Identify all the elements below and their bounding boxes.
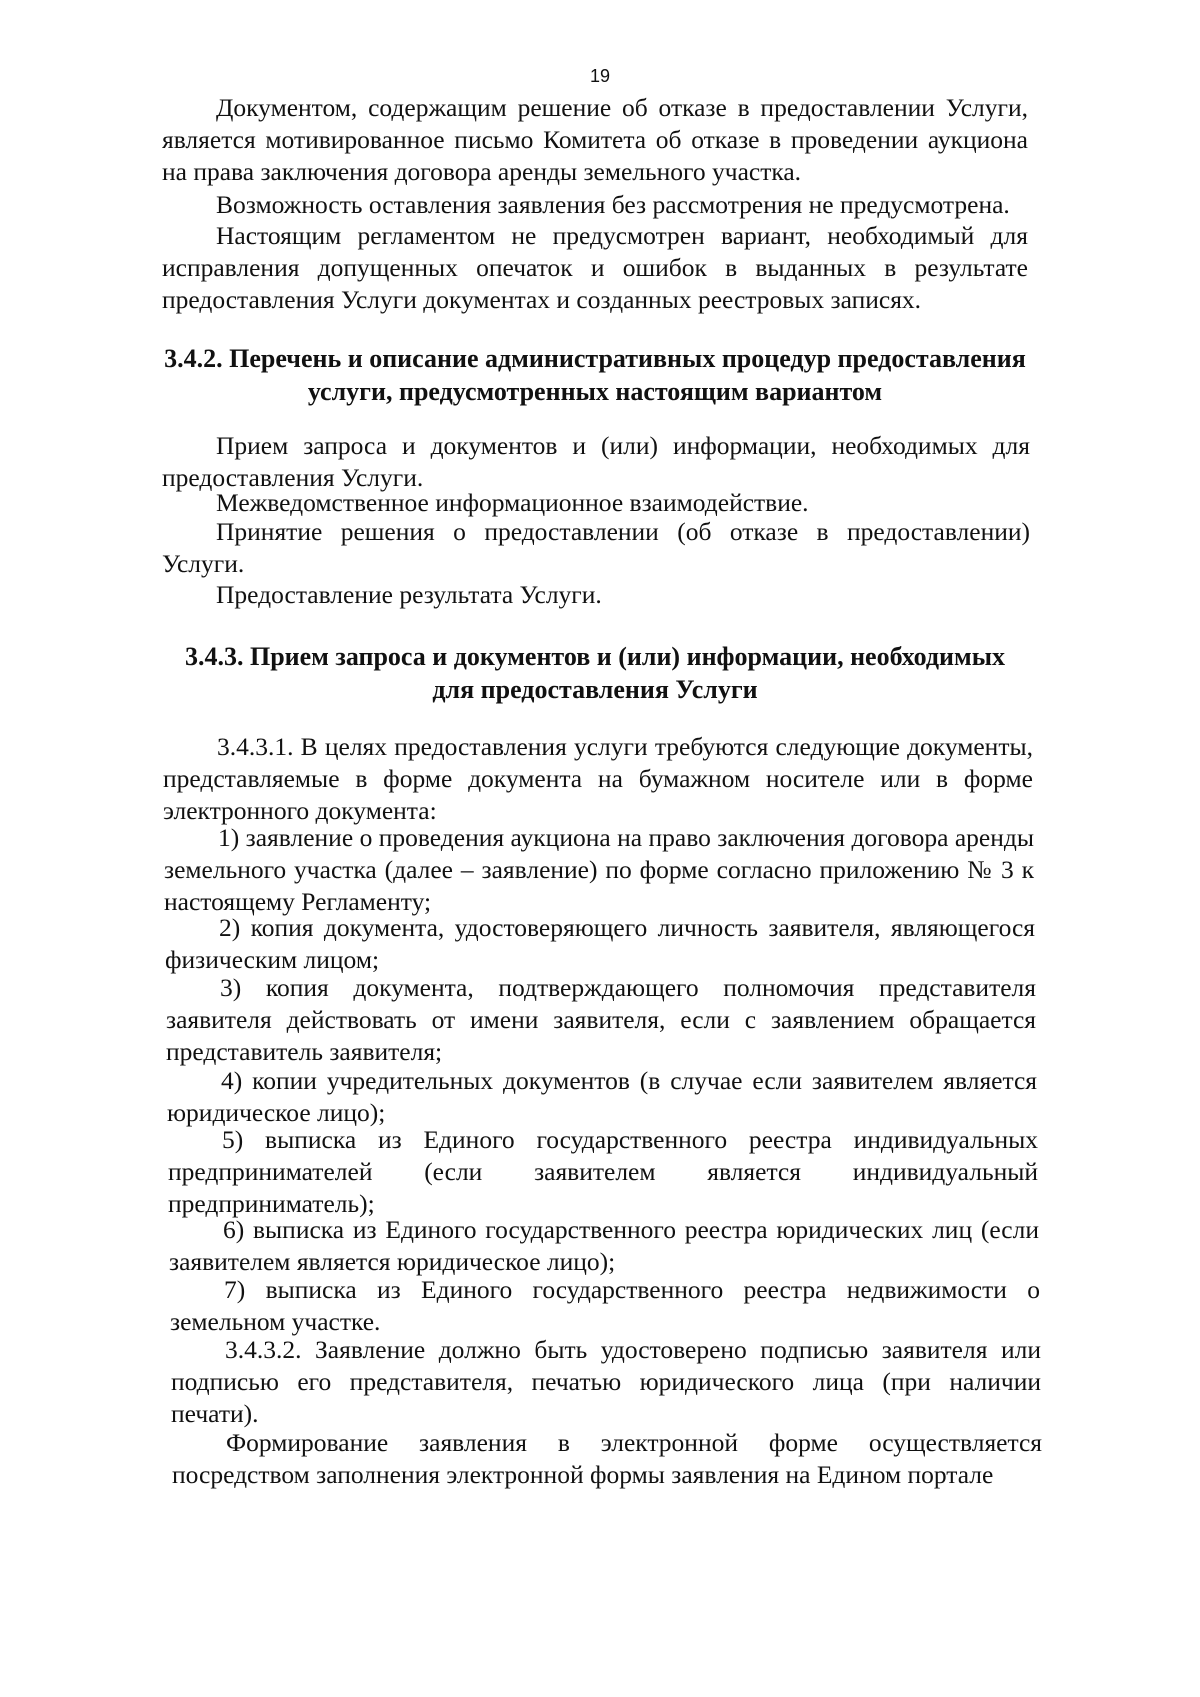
- heading-line: услуги, предусмотренных настоящим вариантом: [307, 377, 883, 406]
- section-heading-3-4-2: [160, 342, 1030, 408]
- page-number: 19: [589, 66, 611, 86]
- paragraph-3-4-3-2: 3.4.3.2. Заявление должно быть удостоверено подписью заявителя или подписью его представителя, печатью юридического лица (при наличии печати).: [171, 1335, 1041, 1428]
- paragraph-no-leave-without-review: Возможность оставления заявления без рассмотрения не предусмотрена.: [216, 190, 1010, 219]
- list-item-7: 7) выписка из Единого государственного реестра недвижимости о земельном участке.: [170, 1275, 1040, 1336]
- paragraph-no-correction-variant: Настоящим регламентом не предусмотрен вариант, необходимый для исправления допущенных опечаток и ошибок в выданных в результате предоставления Услуги документах и созданных реестровых записях.: [162, 221, 1028, 314]
- paragraph-procedure-result: Предоставление результата Услуги.: [216, 580, 602, 609]
- paragraph-electronic-form: Формирование заявления в электронной форме осуществляется посредством заполнения электронной формы заявления на Едином портале: [172, 1428, 1042, 1489]
- list-item-4: 4) копии учредительных документов (в случае если заявителем является юридическое лицо);: [167, 1066, 1037, 1127]
- paragraph-refusal-document: Документом, содержащим решение об отказе в предоставлении Услуги, является мотивированное письмо Комитета об отказе в проведении аукциона на права заключения договора аренды земельного участка.: [162, 93, 1028, 186]
- heading-line: 3.4.2. Перечень и описание административных процедур предоставления: [164, 344, 1026, 373]
- list-item-5: 5) выписка из Единого государственного реестра индивидуальных предпринимателей (если заявителем является индивидуальный предприниматель);: [168, 1125, 1038, 1218]
- heading-line: 3.4.3. Прием запроса и документов и (или) информации, необходимых: [184, 642, 1006, 671]
- list-item-1: 1) заявление о проведения аукциона на право заключения договора аренды земельного участка (далее – заявление) по форме согласно приложению № 3 к настоящему Регламенту;: [164, 823, 1034, 916]
- paragraph-procedure-intake: Прием запроса и документов и (или) информации, необходимых для предоставления Услуги.: [162, 431, 1030, 492]
- section-heading-3-4-3: [160, 640, 1030, 706]
- paragraph-procedure-interagency: Межведомственное информационное взаимодействие.: [216, 488, 809, 517]
- paragraph-3-4-3-1: 3.4.3.1. В целях предоставления услуги требуются следующие документы, представляемые в форме документа на бумажном носителе или в форме электронного документа:: [163, 732, 1033, 825]
- list-item-3: 3) копия документа, подтверждающего полномочия представителя заявителя действовать от имени заявителя, если с заявлением обращается представитель заявителя;: [166, 973, 1036, 1066]
- paragraph-procedure-decision: Принятие решения о предоставлении (об отказе в предоставлении) Услуги.: [162, 517, 1030, 578]
- list-item-6: 6) выписка из Единого государственного реестра юридических лиц (если заявителем является юридическое лицо);: [169, 1215, 1039, 1276]
- heading-line: для предоставления Услуги: [432, 675, 758, 704]
- list-item-2: 2) копия документа, удостоверяющего личность заявителя, являющегося физическим лицом;: [165, 913, 1035, 974]
